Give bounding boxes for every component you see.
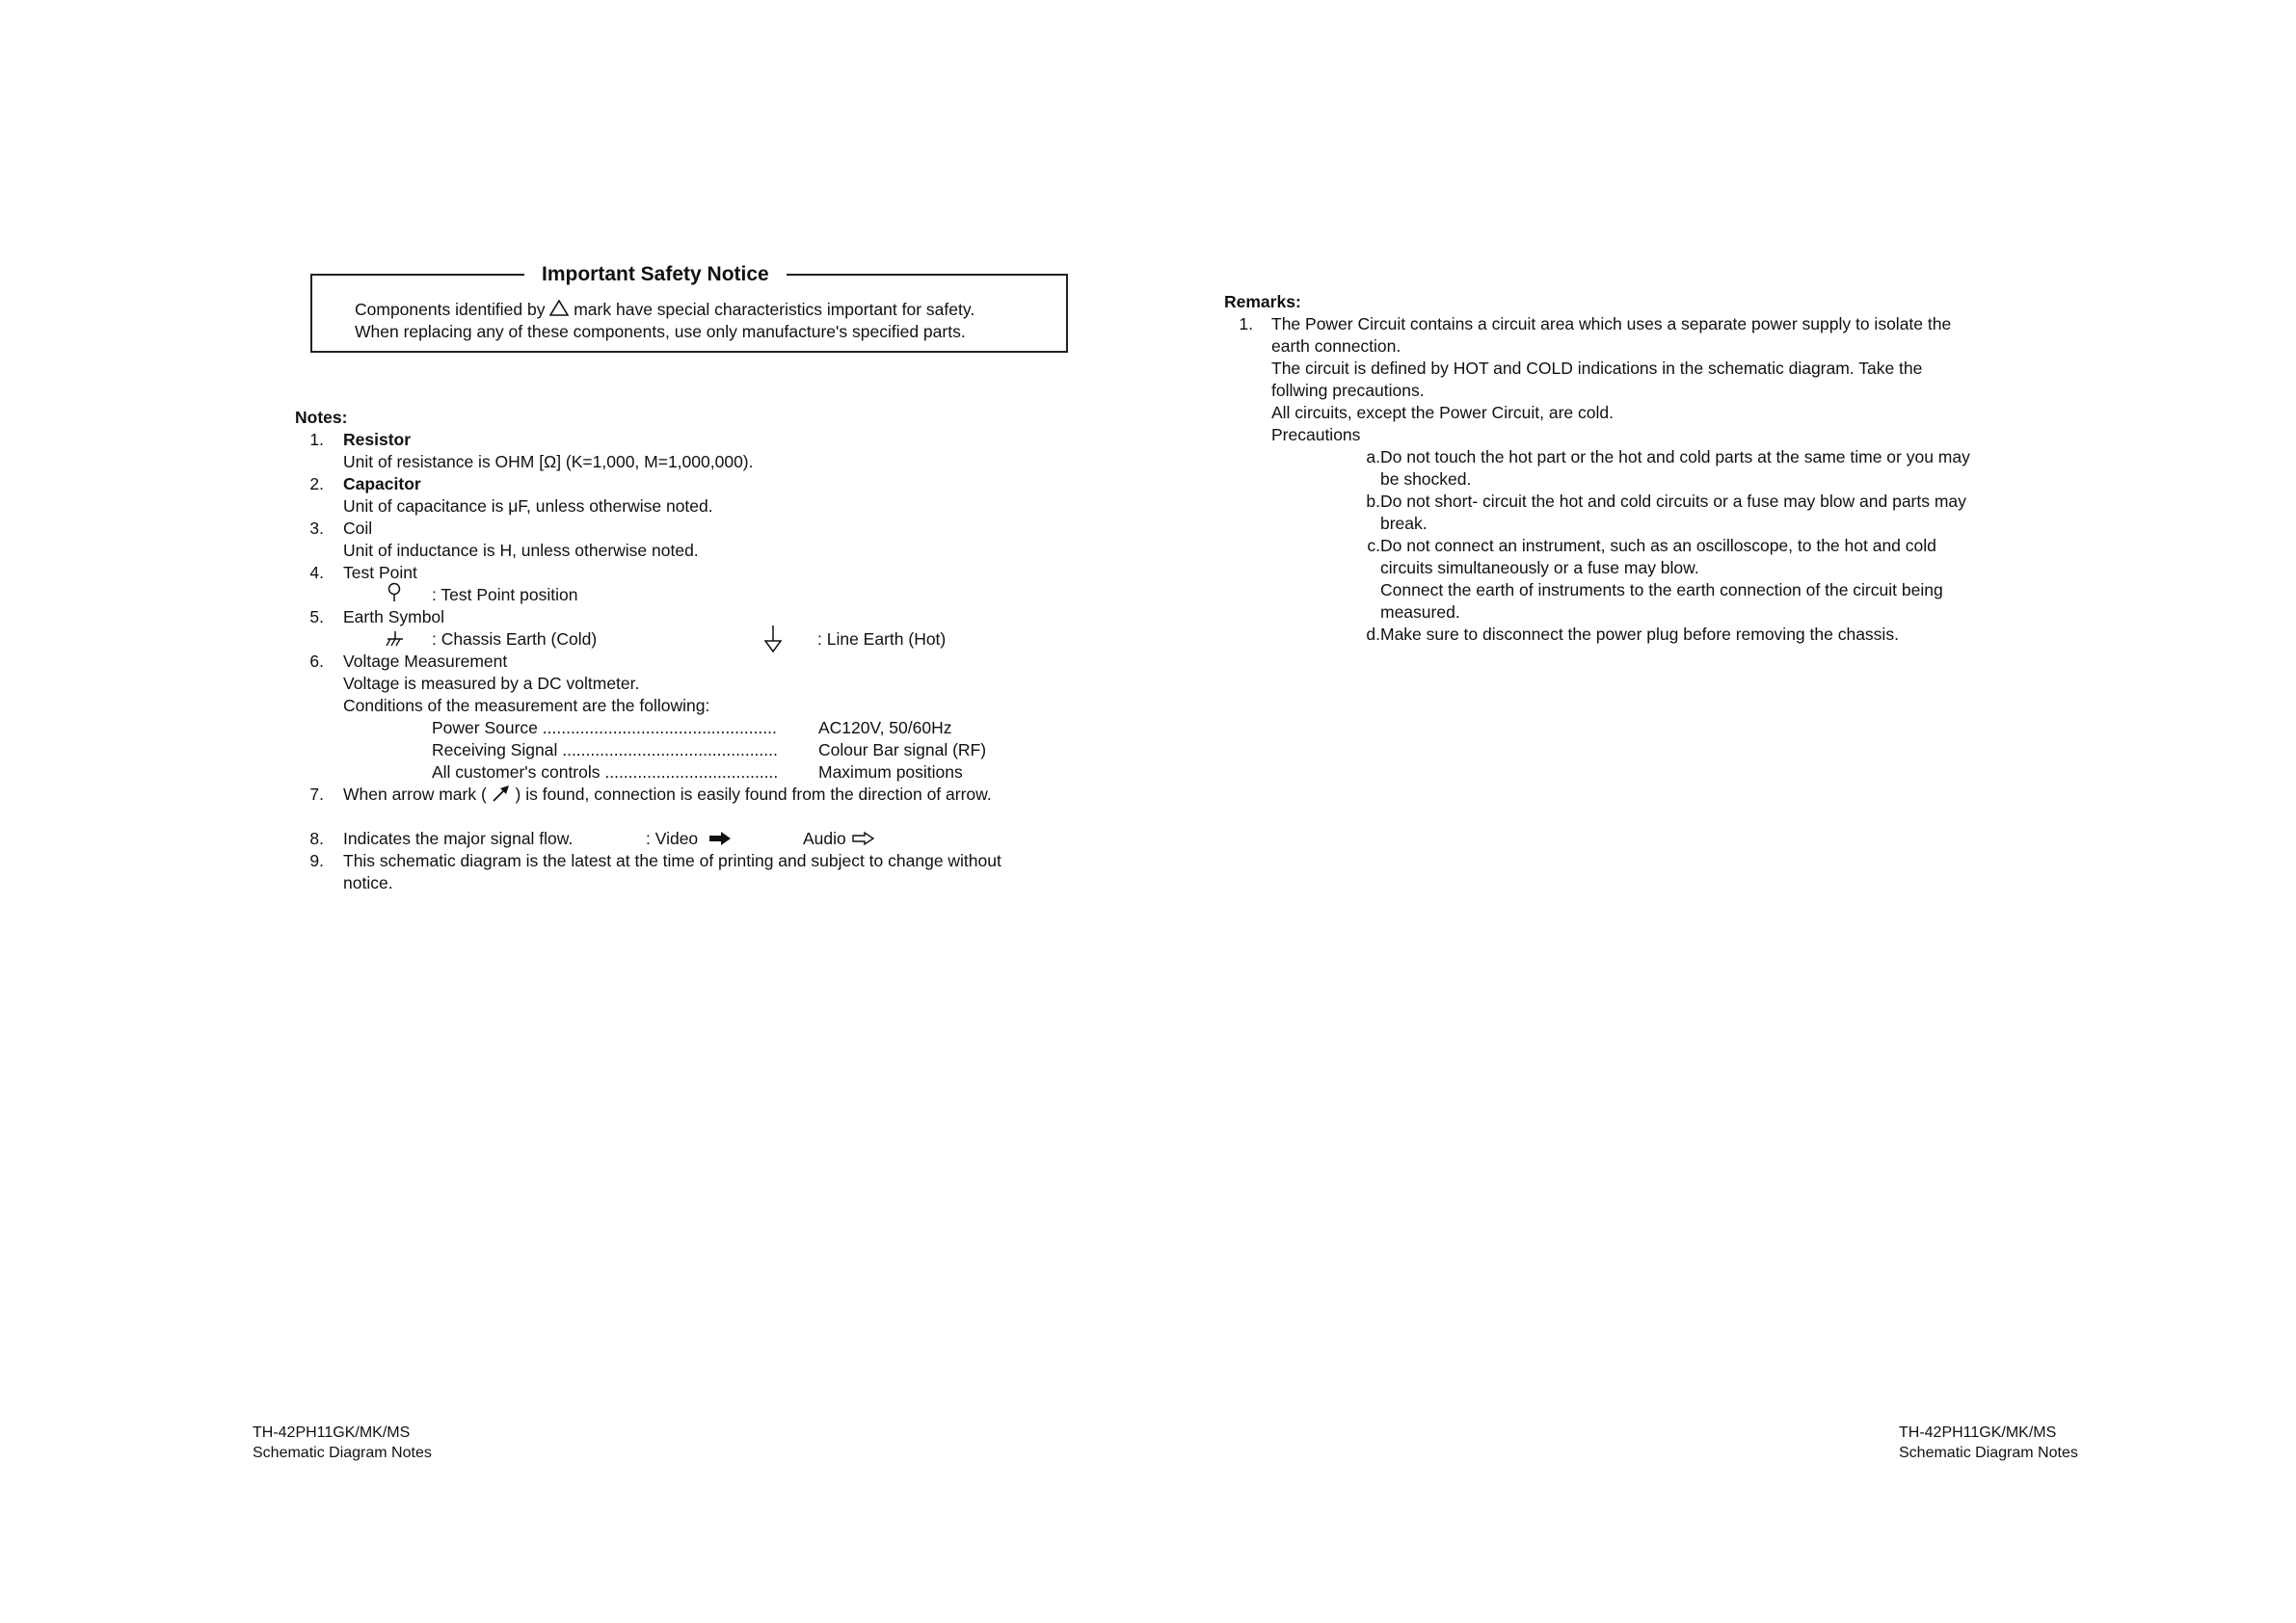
remark-line-4: follwing precautions. [1271, 381, 1425, 400]
warning-triangle-icon [549, 300, 569, 316]
remark-line-1: The Power Circuit contains a circuit area which uses a separate power supply to isolate the [1271, 314, 1952, 333]
precaution-a-line-1: Do not touch the hot part or the hot and cold parts at the same time or you may [1380, 447, 1970, 466]
footer-left-title: Schematic Diagram Notes [253, 1445, 432, 1461]
precaution-d-label: d. [1366, 625, 1380, 644]
note-4-title: Test Point [343, 563, 417, 582]
condition-customer-controls-label: All customer's controls ..................................... [432, 762, 779, 782]
footer-right-title: Schematic Diagram Notes [1899, 1445, 2078, 1461]
note-8-number: 8. [309, 829, 324, 848]
remark-line-2: earth connection. [1271, 336, 1402, 356]
note-3-title: Coil [343, 519, 373, 538]
note-8-text: Indicates the major signal flow. [343, 829, 574, 848]
connection-arrow-icon [492, 785, 511, 803]
condition-customer-controls-value: Maximum positions [818, 762, 963, 782]
note-6-title: Voltage Measurement [343, 652, 508, 671]
precaution-c-line-2: circuits simultaneously or a fuse may blow. [1380, 558, 1699, 577]
precaution-a-line-2: be shocked. [1380, 469, 1472, 489]
note-4-text: : Test Point position [432, 585, 578, 604]
notes-heading: Notes: [295, 408, 348, 427]
precaution-b-line-2: break. [1380, 514, 1428, 533]
note-9-line-1: This schematic diagram is the latest at the time of printing and subject to change without [343, 851, 1001, 870]
audio-signal-label: Audio [803, 829, 846, 848]
footer-left-model: TH-42PH11GK/MK/MS [253, 1424, 411, 1441]
note-1-number: 1. [309, 430, 324, 449]
note-7-text [343, 784, 992, 806]
note-5-title: Earth Symbol [343, 607, 445, 626]
note-2-text: Unit of capacitance is μF, unless otherwise noted. [343, 496, 713, 516]
safety-notice-box [310, 263, 1068, 353]
remarks-heading: Remarks: [1224, 292, 1301, 311]
precaution-d-line-1: Make sure to disconnect the power plug before removing the chassis. [1380, 625, 1899, 644]
note-4-number: 4. [309, 563, 324, 582]
precaution-c-line-4: measured. [1380, 602, 1460, 622]
precaution-a-label: a. [1366, 447, 1380, 466]
precaution-b-line-1: Do not short- circuit the hot and cold circuits or a fuse may blow and parts may [1380, 492, 1966, 511]
precaution-b-label: b. [1366, 492, 1380, 511]
chassis-earth-icon [386, 630, 405, 650]
condition-receiving-signal-value: Colour Bar signal (RF) [818, 740, 987, 759]
condition-power-source-label: Power Source .................................................. [432, 718, 777, 737]
note-7-text-start: When arrow mark ( [343, 785, 487, 804]
precaution-c-line-1: Do not connect an instrument, such as an oscilloscope, to the hot and cold [1380, 536, 1936, 555]
safety-notice-line-2: When replacing any of these components, use only manufacture's specified parts. [355, 322, 966, 341]
note-6-line-2: Conditions of the measurement are the following: [343, 696, 710, 715]
note-2-title: Capacitor [343, 474, 421, 493]
note-7-text-end: ) is found, connection is easily found from the direction of arrow. [515, 785, 992, 804]
safety-notice-line-1-end: mark have special characteristics important for safety. [574, 300, 975, 319]
line-earth-label: : Line Earth (Hot) [817, 629, 947, 649]
safety-notice-title: Important Safety Notice [524, 262, 787, 287]
condition-receiving-signal-label: Receiving Signal .............................................. [432, 740, 778, 759]
note-1-text: Unit of resistance is OHM [Ω] (K=1,000, M=1,000,000). [343, 452, 754, 471]
note-6-line-1: Voltage is measured by a DC voltmeter. [343, 674, 640, 693]
chassis-earth-label: : Chassis Earth (Cold) [432, 629, 598, 649]
condition-power-source-value: AC120V, 50/60Hz [818, 718, 952, 737]
line-earth-icon [763, 625, 783, 653]
note-9-line-2: notice. [343, 873, 393, 892]
video-flow-arrow-icon [708, 832, 732, 845]
remark-1-number: 1. [1239, 314, 1253, 333]
note-3-text: Unit of inductance is H, unless otherwise noted. [343, 541, 699, 560]
test-point-icon [387, 582, 402, 603]
remark-line-5: All circuits, except the Power Circuit, are cold. [1271, 403, 1614, 422]
remark-line-3: The circuit is defined by HOT and COLD indications in the schematic diagram. Take the [1271, 359, 1923, 378]
safety-notice-line-1 [355, 299, 974, 321]
safety-notice-line-1-start: Components identified by [355, 300, 546, 319]
note-1-title: Resistor [343, 430, 412, 449]
video-signal-label: : Video [646, 829, 699, 848]
note-6-number: 6. [309, 652, 324, 671]
precaution-c-label: c. [1367, 536, 1380, 555]
note-9-number: 9. [309, 851, 324, 870]
note-2-number: 2. [309, 474, 324, 493]
audio-flow-arrow-icon [852, 832, 875, 845]
note-7-number: 7. [309, 785, 324, 804]
precaution-c-line-3: Connect the earth of instruments to the earth connection of the circuit being [1380, 580, 1943, 599]
note-5-number: 5. [309, 607, 324, 626]
note-3-number: 3. [309, 519, 324, 538]
remark-precautions-heading: Precautions [1271, 425, 1361, 444]
footer-right-model: TH-42PH11GK/MK/MS [1899, 1424, 2057, 1441]
